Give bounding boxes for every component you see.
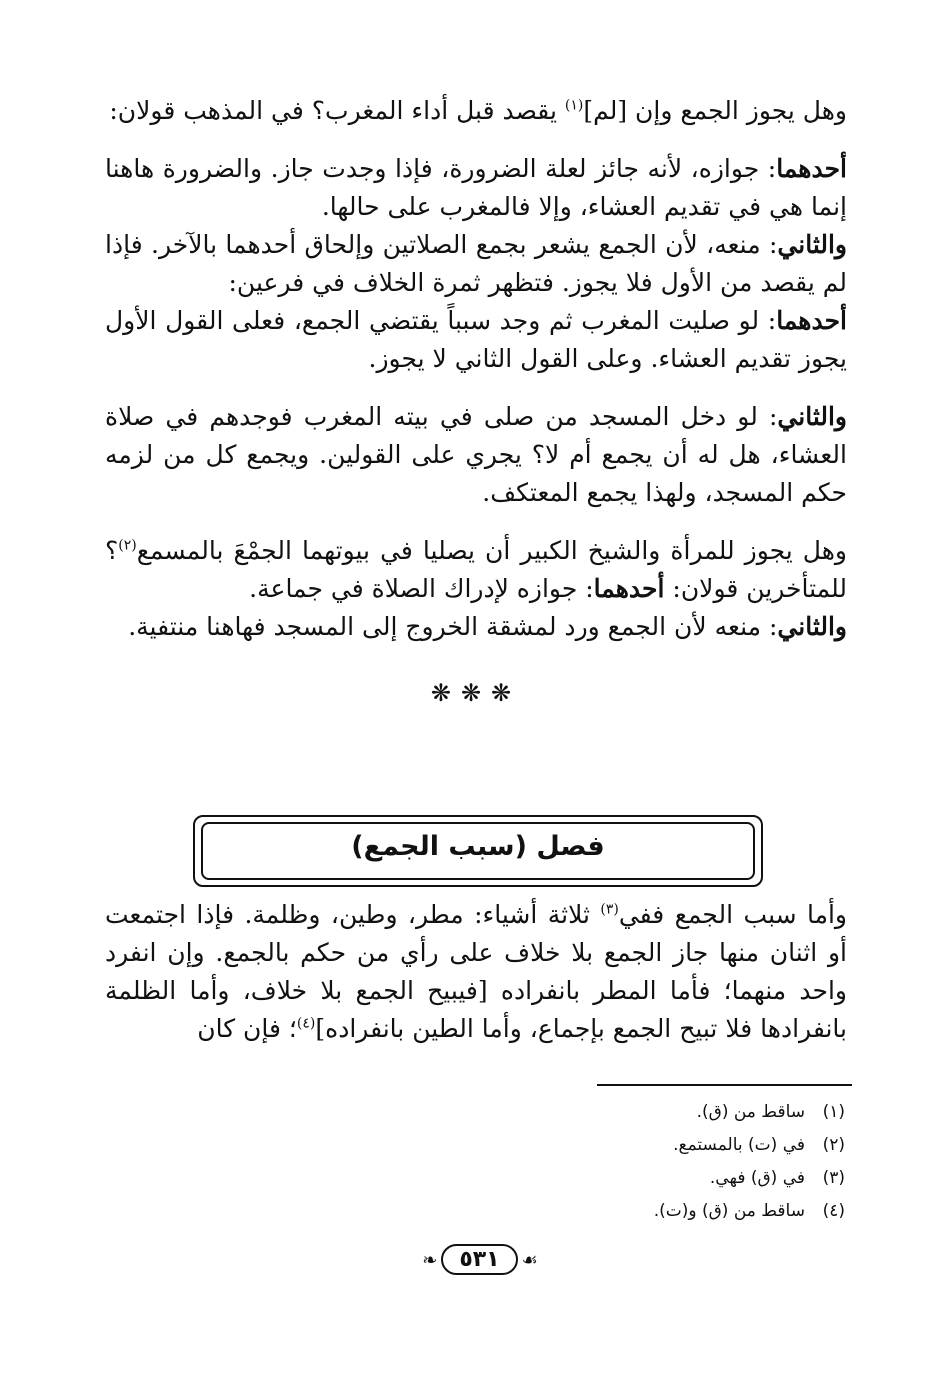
footnote-text: ساقط من (ق). bbox=[696, 1102, 805, 1122]
text-segment: : منعه لأن الجمع ورد لمشقة الخروج إلى المسجد فهاهنا منتفية. bbox=[128, 612, 778, 641]
text-segment: : جوازه، لأنه جائز لعلة الضرورة، فإذا وجدت جاز. والضرورة هاهنا إنما هي في تقديم العشاء، وإلا فالمغرب على حالها. bbox=[105, 154, 847, 221]
bold-term: أحدهما bbox=[776, 306, 847, 335]
footnote-number: (١) bbox=[822, 1102, 845, 1122]
section-heading: فصل (سبب الجمع) bbox=[351, 831, 605, 862]
text-segment: : جوازه لإدراك الصلاة في جماعة. bbox=[249, 574, 594, 603]
footnote-item bbox=[500, 1096, 845, 1129]
text-segment: ؟ للمتأخرين قولان: bbox=[105, 536, 847, 603]
footnote-text: ساقط من (ق) و(ت). bbox=[653, 1201, 805, 1221]
text-line bbox=[105, 226, 847, 302]
text-segment: ثلاثة أشياء: مطر، وطين، وظلمة. فإذا اجتمعت أو اثنان منها جاز الجمع بلا خلاف على رأي من حكم بالجمع. وإن انفرد واحد منهما؛ فأما المطر بانفراده [فيبيح الجمع بلا خلاف، وأما الظلمة بانفرادها فلا تبيح الجمع بإجماع، وأما الطين بانفراده] bbox=[105, 900, 847, 1043]
text-segment: وهل يجوز للمرأة والشيخ الكبير أن يصليا في بيوتهما الجمْعَ بالمسمع bbox=[136, 536, 847, 565]
text-line bbox=[105, 92, 847, 130]
footnote-item bbox=[500, 1162, 845, 1195]
paragraph-2 bbox=[105, 150, 847, 378]
text-segment: : لو صليت المغرب ثم وجد سبباً يقتضي الجمع، فعلى القول الأول يجوز تقديم العشاء. وعلى القول الثاني لا يجوز. bbox=[105, 306, 847, 373]
section-divider-stars: ❋❋❋ bbox=[430, 679, 522, 707]
text-line bbox=[105, 532, 847, 608]
footnote-divider bbox=[597, 1084, 852, 1086]
page-number-ornament bbox=[405, 1244, 555, 1284]
footnote-number: (٢) bbox=[822, 1135, 845, 1155]
section-body bbox=[105, 896, 847, 1048]
text-segment: : منعه، لأن الجمع يشعر بجمع الصلاتين وإلحاق أحدهما بالآخر. فإذا لم يقصد من الأول فلا يجوز. فتظهر ثمرة الخلاف في فرعين: bbox=[105, 230, 847, 297]
bold-term: والثاني bbox=[777, 230, 847, 259]
footnote-ref: (٢) bbox=[118, 537, 137, 554]
footnote-number: (٣) bbox=[822, 1168, 845, 1188]
paragraph-4 bbox=[105, 532, 847, 646]
text-segment: وأما سبب الجمع ففي bbox=[618, 900, 847, 929]
footnote-item bbox=[500, 1129, 845, 1162]
footnotes bbox=[500, 1096, 845, 1228]
text-segment: ؛ فإن كان bbox=[197, 1014, 297, 1043]
page-number: ٥٣١ bbox=[441, 1244, 517, 1275]
text-line bbox=[105, 150, 847, 226]
bold-term: والثاني bbox=[777, 402, 847, 431]
footnote-ref: (٣) bbox=[600, 901, 619, 918]
paragraph-3 bbox=[105, 398, 847, 512]
bold-term: والثاني bbox=[777, 612, 847, 641]
text-line bbox=[105, 398, 847, 512]
main-text bbox=[105, 92, 847, 712]
section-heading-frame bbox=[193, 815, 763, 887]
bold-term: أحدهما bbox=[593, 574, 665, 603]
footnote-ref: (١) bbox=[564, 97, 584, 114]
footnote-text: في (ق) فهي. bbox=[709, 1168, 805, 1188]
text-segment: يقصد قبل أداء المغرب؟ في المذهب قولان: bbox=[109, 96, 565, 125]
text-line bbox=[105, 608, 847, 646]
bold-term: أحدهما bbox=[776, 154, 847, 183]
text-segment: : لو دخل المسجد من صلى في بيته المغرب فوجدهم في صلاة العشاء، هل له أن يجمع أم لا؟ يجري على القولين. ويجمع كل من لزمه حكم المسجد، ولهذا يجمع المعتكف. bbox=[105, 402, 847, 507]
paragraph-1 bbox=[105, 92, 847, 130]
text-segment: وهل يجوز الجمع وإن [لم] bbox=[583, 96, 847, 125]
footnote-text: في (ت) بالمستمع. bbox=[673, 1135, 805, 1155]
footnote-number: (٤) bbox=[822, 1201, 845, 1221]
footnote-item bbox=[500, 1195, 845, 1228]
text-line bbox=[105, 302, 847, 378]
footnote-ref: (٤) bbox=[296, 1015, 316, 1032]
ornament-left-icon: ❧ bbox=[422, 1250, 438, 1271]
ornament-right-icon: ☙ bbox=[521, 1250, 538, 1271]
